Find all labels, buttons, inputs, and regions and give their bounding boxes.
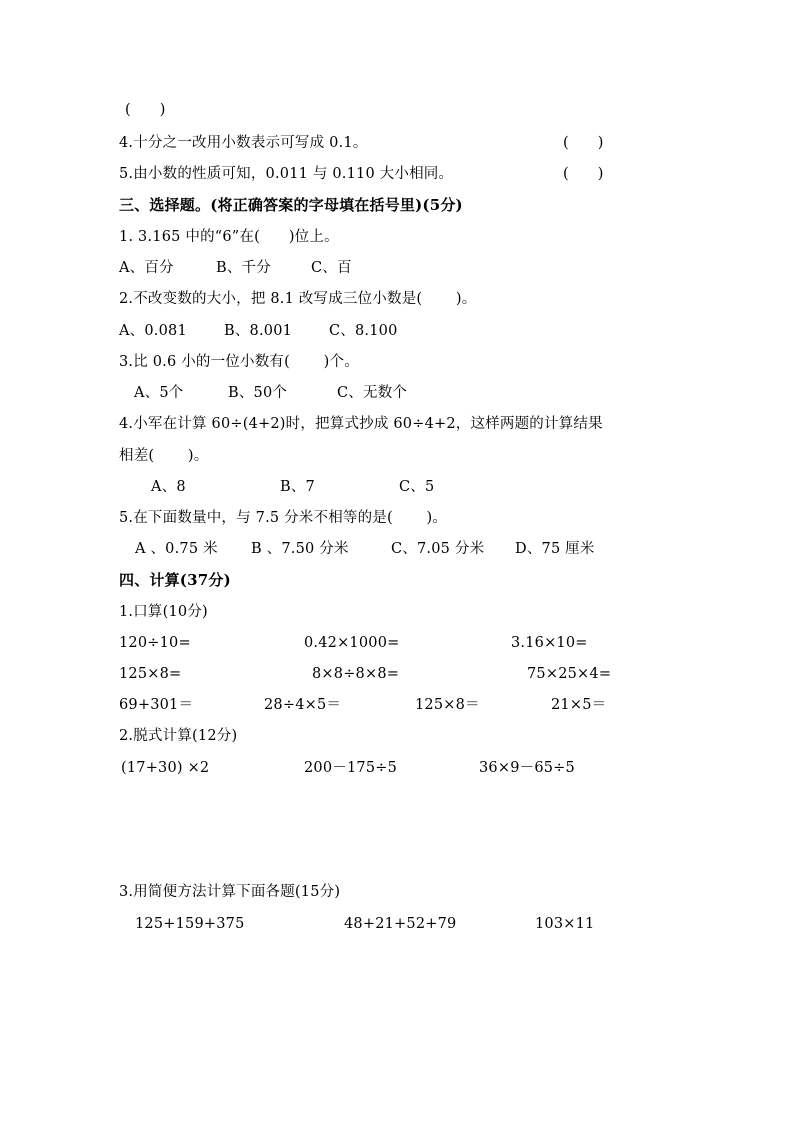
option-c: C、5 [399, 479, 435, 495]
option-a: A、5个 [134, 385, 184, 401]
calc-item: 3.16×10= [511, 635, 588, 651]
calc-item: 125×8＝ [415, 697, 480, 713]
option-b: B、8.001 [224, 323, 293, 339]
section-heading-choice: 三、选择题。(将正确答案的字母填在括号里)(5分) [119, 196, 463, 214]
option-b: B、千分 [216, 260, 271, 276]
choice-question-5: 5.在下面数量中，与 7.5 分米不相等的是( )。 [119, 510, 448, 526]
option-d: D、75 厘米 [515, 541, 595, 557]
answer-paren: ( ) [563, 135, 604, 151]
section-heading-calculation: 四、计算(37分) [119, 571, 231, 589]
answer-paren: ( ) [563, 166, 604, 182]
calc-item: 125+159+375 [135, 916, 245, 932]
choice-question-2: 2.不改变数的大小，把 8.1 改写成三位小数是( )。 [119, 291, 477, 307]
calc-item: 75×25×4= [527, 666, 612, 682]
option-c: C、7.05 分米 [391, 541, 485, 557]
calc-item: 8×8÷8×8= [312, 666, 400, 682]
option-b: B、7 [280, 479, 315, 495]
calc-item: 48+21+52+79 [344, 916, 457, 932]
option-b: B、50个 [228, 385, 288, 401]
calc-item: 120÷10= [119, 635, 191, 651]
option-c: C、无数个 [337, 385, 408, 401]
choice-question-3: 3.比 0.6 小的一位小数有( )个。 [119, 354, 359, 370]
calc-item: 125×8= [119, 666, 182, 682]
calc-item: 28÷4×5＝ [264, 697, 342, 713]
calc-item: 103×11 [535, 916, 595, 932]
calc-item: 0.42×1000= [304, 635, 400, 651]
option-b: B 、7.50 分米 [251, 541, 349, 557]
option-a: A 、0.75 米 [135, 541, 218, 557]
option-a: A、8 [151, 479, 186, 495]
calc-item: 21×5＝ [551, 697, 607, 713]
option-c: C、8.100 [329, 323, 398, 339]
choice-question-1: 1. 3.165 中的“6”在( )位上。 [119, 229, 339, 245]
calc-item: (17+30) ×2 [121, 760, 210, 776]
subsection-mental-math: 1.口算(10分) [119, 604, 208, 620]
calc-item: 200－175÷5 [304, 760, 398, 776]
subsection-step-calculation: 2.脱式计算(12分) [119, 728, 238, 744]
subsection-simplified-calculation: 3.用简便方法计算下面各题(15分) [119, 884, 341, 900]
calc-item: 69+301＝ [119, 697, 194, 713]
judge-question-5: 5.由小数的性质可知，0.011 与 0.110 大小相同。 [119, 166, 454, 182]
choice-question-4-continued: 相差( )。 [119, 448, 209, 464]
judge-question-4: 4.十分之一改用小数表示可写成 0.1。 [119, 135, 368, 151]
answer-paren: ( ) [125, 102, 166, 118]
option-c: C、百 [311, 260, 352, 276]
calc-item: 36×9－65÷5 [479, 760, 575, 776]
option-a: A、0.081 [119, 323, 187, 339]
option-a: A、百分 [119, 260, 174, 276]
choice-question-4: 4.小军在计算 60÷(4+2)时，把算式抄成 60÷4+2，这样两题的计算结果 [119, 416, 603, 432]
